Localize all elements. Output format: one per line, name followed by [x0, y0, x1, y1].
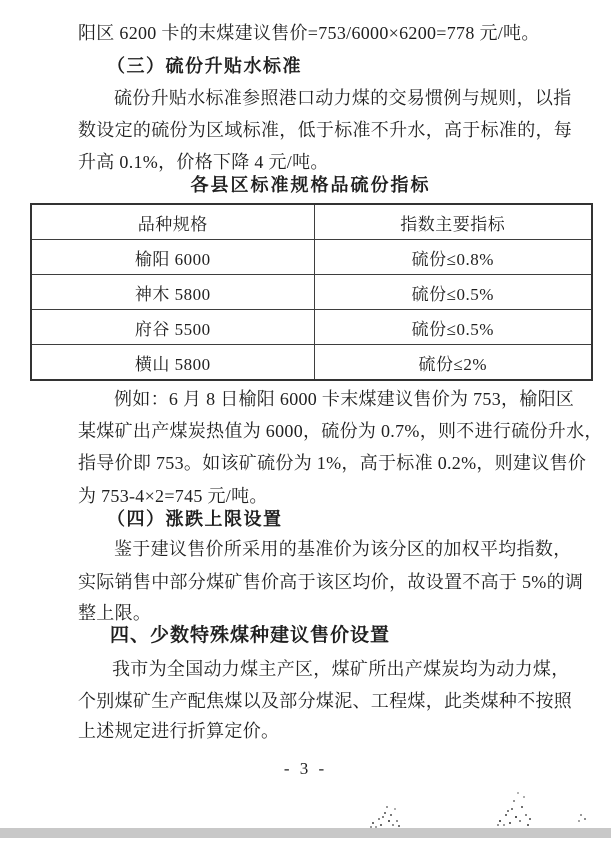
scanner-noise-speckle	[495, 790, 497, 792]
scanner-edge-bar	[0, 828, 611, 838]
cell-spec: 横山 5800	[31, 345, 314, 381]
cell-spec: 榆阳 6000	[31, 240, 314, 275]
section-major-line-2: 个别煤矿生产配焦煤以及部分煤泥、工程煤，此类煤种不按照	[78, 691, 573, 711]
section4-heading: （四）涨跌上限设置	[107, 509, 283, 529]
page-number: - 3 -	[283, 759, 328, 778]
example-line-1: 例如：6 月 8 日榆阳 6000 卡末煤建议售价为 753，榆阳区	[114, 389, 575, 409]
cell-sulfur: 硫份≤0.5%	[314, 275, 592, 310]
scanner-noise-speckle	[370, 800, 372, 802]
section4-line-2: 实际销售中部分煤矿售价高于该区均价，故设置不高于 5%的调	[78, 572, 584, 592]
section-major-heading: 四、少数特殊煤种建议售价设置	[110, 625, 391, 646]
cell-spec: 府谷 5500	[31, 310, 314, 345]
section3-line-2: 数设定的硫份为区域标准，低于标准不升水，高于标准的，每	[78, 120, 573, 140]
section-major-line-1: 我市为全国动力煤主产区，煤矿所出产煤炭均为动力煤，	[112, 659, 570, 679]
cell-sulfur: 硫份≤0.8%	[314, 240, 592, 275]
cell-sulfur: 硫份≤0.5%	[314, 310, 592, 345]
example-line-4: 为 753-4×2=745 元/吨。	[78, 486, 268, 506]
example-line-2: 某煤矿出产煤炭热值为 6000，硫份为 0.7%，则不进行硫份升水，	[78, 421, 603, 441]
table-row	[31, 345, 592, 381]
section4-line-1: 鉴于建议售价所采用的基准价为该分区的加权平均指数，	[114, 539, 572, 559]
cell-spec: 神木 5800	[31, 275, 314, 310]
section3-line-1: 硫份升贴水标准参照港口动力煤的交易惯例与规则，以指	[114, 88, 572, 108]
section3-heading: （三）硫份升贴水标准	[107, 56, 302, 76]
cell-sulfur: 硫份≤2%	[314, 345, 592, 381]
section4-line-3: 整上限。	[78, 603, 152, 623]
section-major-line-3: 上述规定进行折算定价。	[78, 721, 280, 741]
section3-line-3: 升高 0.1%，价格下降 4 元/吨。	[78, 152, 329, 172]
table-row	[31, 240, 592, 275]
example-line-3: 指导价即 753。如该矿硫份为 1%，高于标准 0.2%，则建议售价	[78, 453, 587, 473]
sulfur-spec-table	[30, 203, 593, 381]
header-cell-spec: 品种规格	[31, 204, 314, 240]
table-row	[31, 275, 592, 310]
table-title: 各县区标准规格品硫份指标	[190, 175, 431, 195]
table-row	[31, 310, 592, 345]
scanner-noise-speckle	[578, 810, 580, 812]
intro-line: 阳区 6200 卡的末煤建议售价=753/6000×6200=778 元/吨。	[78, 23, 540, 43]
header-cell-index: 指数主要指标	[314, 204, 592, 240]
table-header-row	[31, 204, 592, 240]
